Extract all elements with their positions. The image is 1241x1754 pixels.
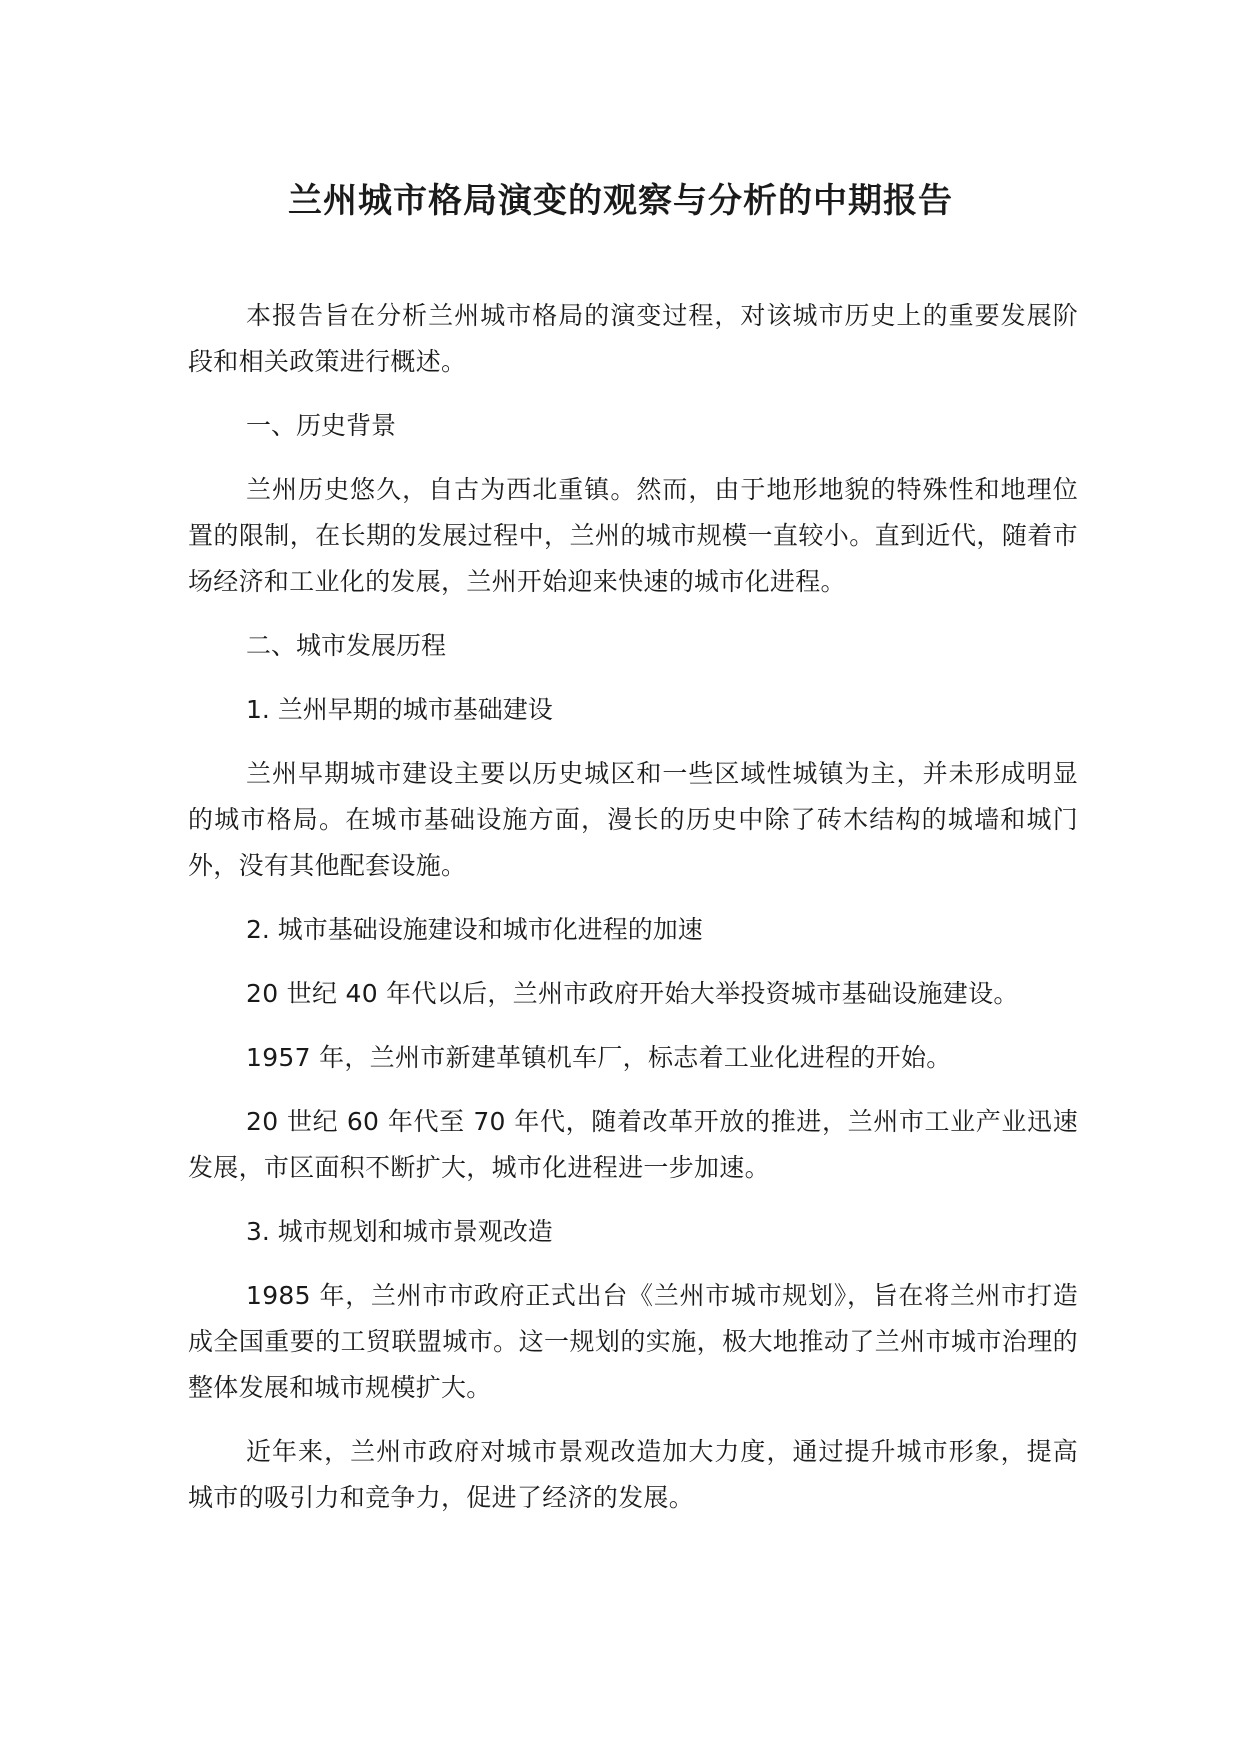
subsection-heading-infrastructure: 2. 城市基础设施建设和城市化进程的加速: [246, 915, 703, 944]
section-heading-development: 二、城市发展历程: [246, 631, 447, 660]
infrastructure-paragraph-1957: 1957 年，兰州市新建革镇机车厂，标志着工业化进程的开始。: [246, 1043, 952, 1072]
document-body: [188, 293, 1078, 1539]
planning-paragraph-recent: 近年来，兰州市政府对城市景观改造加大力度，通过提升城市形象，提高城市的吸引力和竞争力，促进了经济的发展。: [188, 1437, 1078, 1512]
subsection-heading-planning: 3. 城市规划和城市景观改造: [246, 1217, 553, 1246]
history-paragraph: 兰州历史悠久，自古为西北重镇。然而，由于地形地貌的特殊性和地理位置的限制，在长期的发展过程中，兰州的城市规模一直较小。直到近代，随着市场经济和工业化的发展，兰州开始迎来快速的城市化进程。: [188, 475, 1078, 596]
early-paragraph: 兰州早期城市建设主要以历史城区和一些区域性城镇为主，并未形成明显的城市格局。在城市基础设施方面，漫长的历史中除了砖木结构的城墙和城门外，没有其他配套设施。: [188, 759, 1078, 880]
page-title: 兰州城市格局演变的观察与分析的中期报告: [288, 181, 953, 221]
infrastructure-paragraph-1940s: 20 世纪 40 年代以后，兰州市政府开始大举投资城市基础设施建设。: [246, 979, 1019, 1008]
subsection-heading-early: 1. 兰州早期的城市基础建设: [246, 695, 553, 724]
section-heading-history: 一、历史背景: [246, 411, 397, 440]
intro-paragraph: 本报告旨在分析兰州城市格局的演变过程，对该城市历史上的重要发展阶段和相关政策进行概述。: [188, 301, 1078, 376]
planning-paragraph-1985: 1985 年，兰州市市政府正式出台《兰州市城市规划》，旨在将兰州市打造成全国重要的工贸联盟城市。这一规划的实施，极大地推动了兰州市城市治理的整体发展和城市规模扩大。: [188, 1281, 1078, 1402]
infrastructure-paragraph-1960s: 20 世纪 60 年代至 70 年代，随着改革开放的推进，兰州市工业产业迅速发展，市区面积不断扩大，城市化进程进一步加速。: [188, 1107, 1078, 1182]
